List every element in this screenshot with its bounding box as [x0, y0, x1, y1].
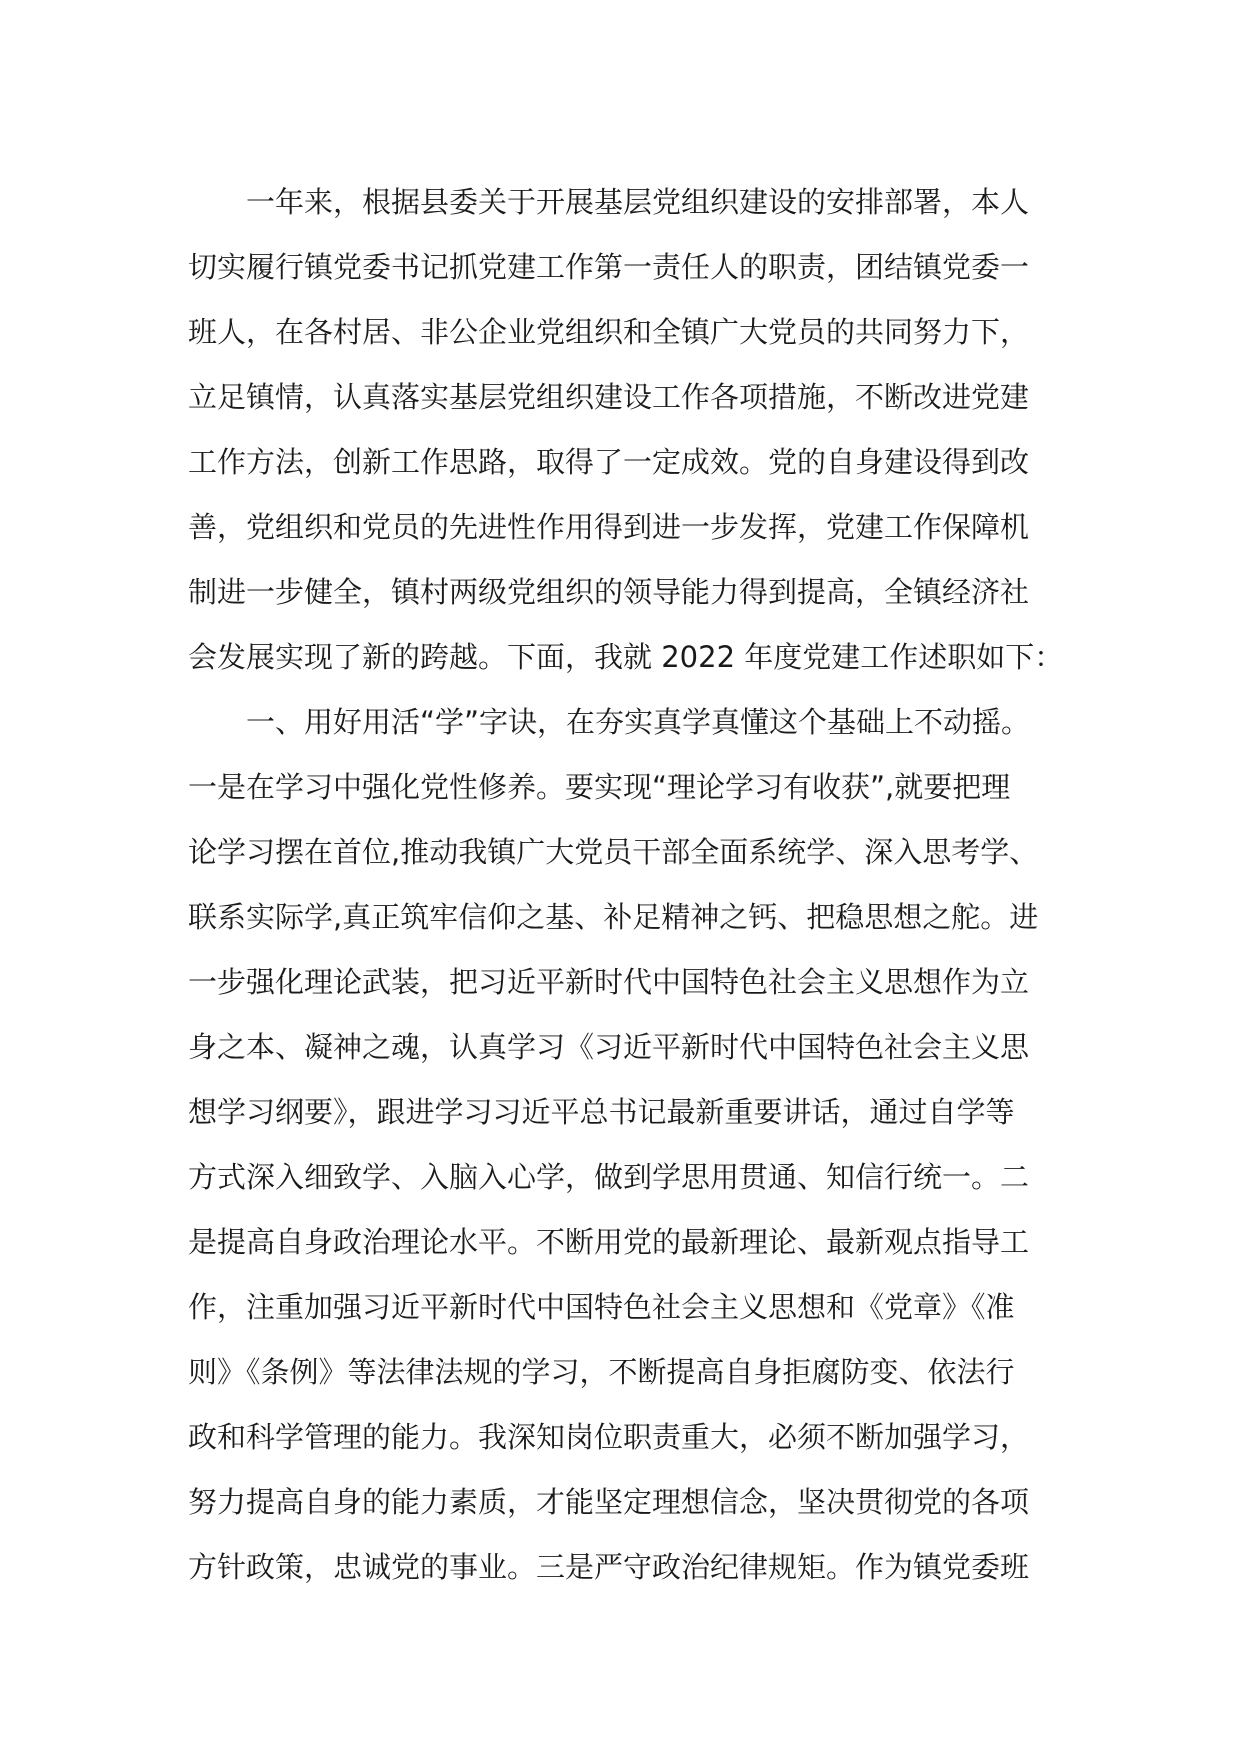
paragraph-2-line-3: 联系实际学,真正筑牢信仰之基、补足精神之钙、把稳思想之舵。进	[188, 900, 1039, 934]
paragraph-2-line-5: 身之本、凝神之魂，认真学习《习近平新时代中国特色社会主义思	[188, 1030, 1030, 1064]
paragraph-1-line-1: 一年来，根据县委关于开展基层党组织建设的安排部署，本人	[246, 185, 1030, 219]
paragraph-1-line-8: 会发展实现了新的跨越。下面，我就 2022 年度党建工作述职如下：	[188, 640, 1064, 674]
paragraph-2-line-11: 政和科学管理的能力。我深知岗位职责重大，必须不断加强学习，	[188, 1420, 1030, 1454]
paragraph-1-line-5: 工作方法，创新工作思路，取得了一定成效。党的自身建设得到改	[188, 445, 1030, 479]
paragraph-2-line-8: 是提高自身政治理论水平。不断用党的最新理论、最新观点指导工	[188, 1225, 1030, 1259]
paragraph-2-line-7: 方式深入细致学、入脑入心学，做到学思用贯通、知信行统一。二	[188, 1160, 1030, 1194]
paragraph-2-line-10: 则》《条例》等法律法规的学习，不断提高自身拒腐防变、依法行	[188, 1355, 1015, 1389]
paragraph-2-line-13: 方针政策，忠诚党的事业。三是严守政治纪律规矩。作为镇党委班	[188, 1550, 1030, 1584]
document-body	[188, 170, 1068, 1600]
section-heading-1: 一、用好用活“学”字诀，在夯实真学真懂这个基础上不动摇。	[246, 705, 1031, 739]
paragraph-1-line-7: 制进一步健全，镇村两级党组织的领导能力得到提高，全镇经济社	[188, 575, 1030, 609]
paragraph-1-line-4: 立足镇情，认真落实基层党组织建设工作各项措施，不断改进党建	[188, 380, 1030, 414]
paragraph-2-line-4: 一步强化理论武装，把习近平新时代中国特色社会主义思想作为立	[188, 965, 1030, 999]
paragraph-2-line-2: 论学习摆在首位,推动我镇广大党员干部全面系统学、深入思考学、	[188, 835, 1039, 869]
paragraph-2-line-9: 作，注重加强习近平新时代中国特色社会主义思想和《党章》《准	[188, 1290, 1015, 1324]
paragraph-2-line-6: 想学习纲要》，跟进学习习近平总书记最新重要讲话，通过自学等	[188, 1095, 1015, 1129]
paragraph-1-line-3: 班人，在各村居、非公企业党组织和全镇广大党员的共同努力下，	[188, 315, 1030, 349]
paragraph-2-line-1: 一是在学习中强化党性修养。要实现“理论学习有收获”,就要把理	[188, 770, 1011, 804]
paragraph-1-line-6: 善，党组织和党员的先进性作用得到进一步发挥，党建工作保障机	[188, 510, 1030, 544]
paragraph-1-line-2: 切实履行镇党委书记抓党建工作第一责任人的职责，团结镇党委一	[188, 250, 1030, 284]
paragraph-2-line-12: 努力提高自身的能力素质，才能坚定理想信念，坚决贯彻党的各项	[188, 1485, 1030, 1519]
